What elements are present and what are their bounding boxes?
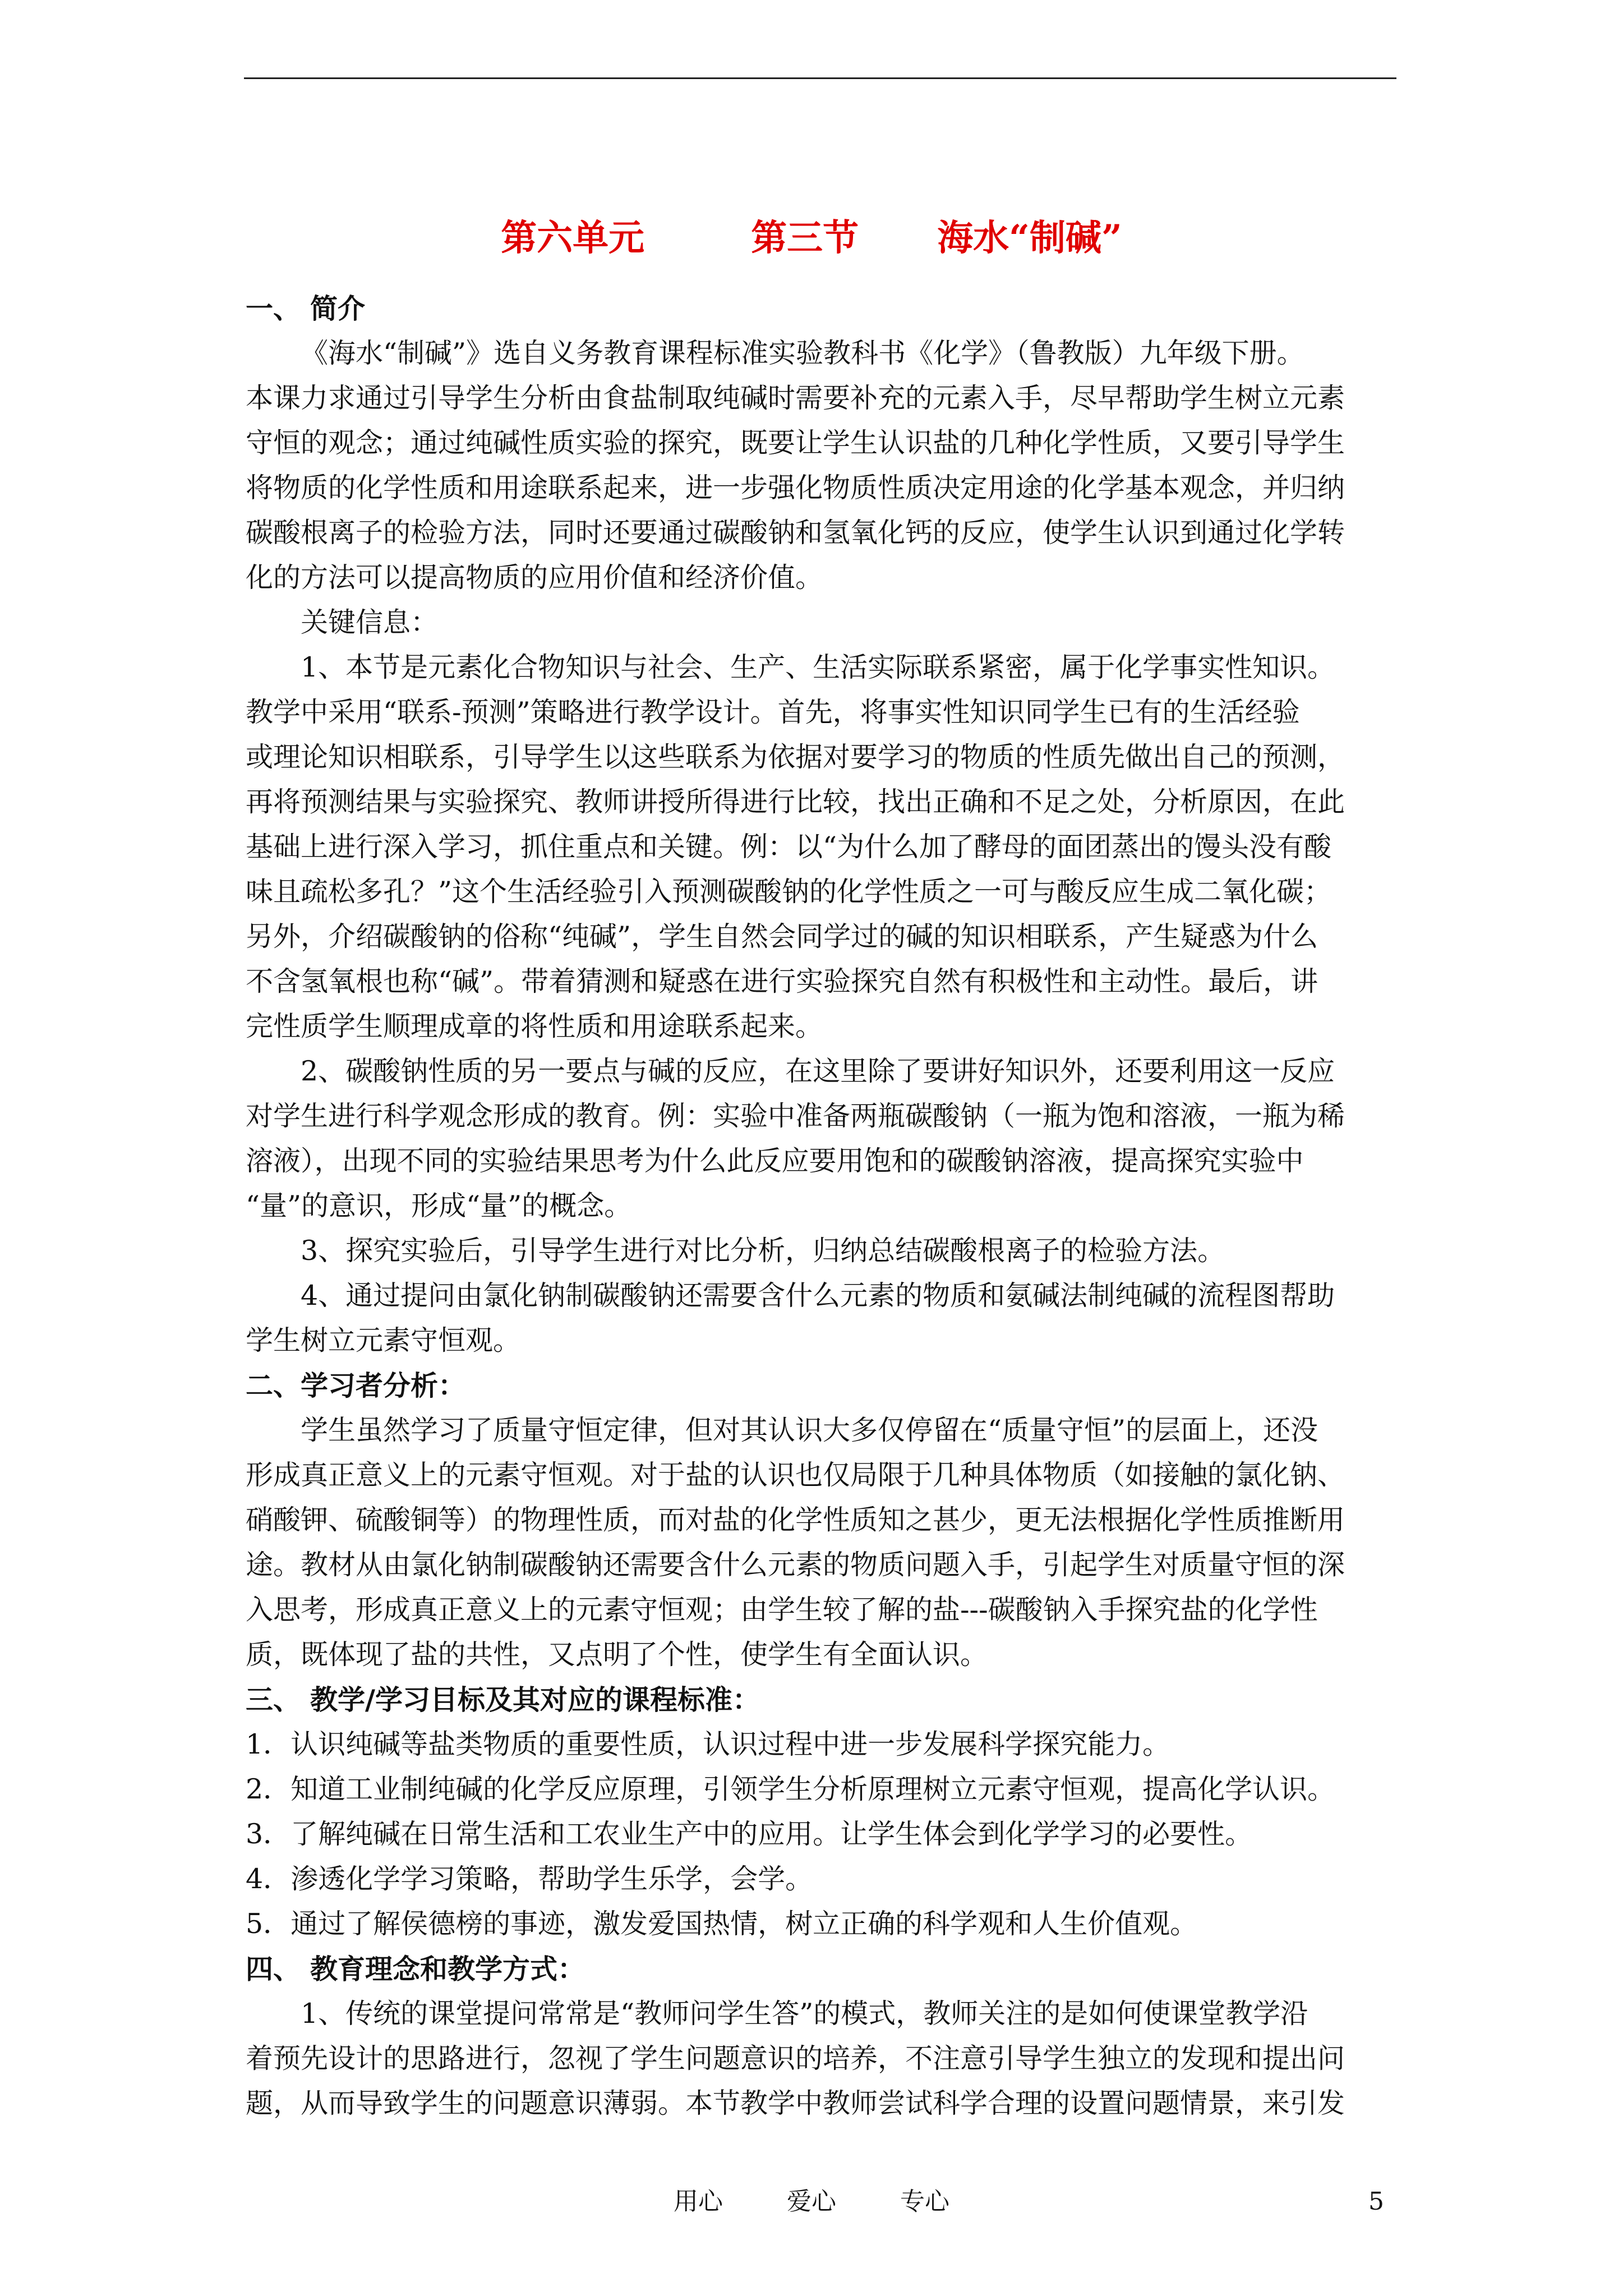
paragraph-line: 将物质的化学性质和用途联系起来，进一步强化物质性质决定用途的化学基本观念，并归纳 — [246, 472, 1345, 504]
paragraph-line: 溶液），出现不同的实验结果思考为什么此反应要用饱和的碳酸钠溶液，提高探究实验中 — [246, 1145, 1304, 1177]
paragraph-line: 另外，介绍碳酸钠的俗称“纯碱”，学生自然会同学过的碱的知识相联系，产生疑惑为什么 — [246, 921, 1318, 953]
paragraph-line: 味且疏松多孔？”这个生活经验引入预测碳酸钠的化学性质之一可与酸反应生成二氧化碳； — [246, 876, 1332, 908]
paragraph-line: 1．认识纯碱等盐类物质的重要性质，认识过程中进一步发展科学探究能力。 — [246, 1728, 1170, 1760]
paragraph-line: 不含氢氧根也称“碱”。带着猜测和疑惑在进行实验探究自然有积极性和主动性。最后，讲 — [246, 965, 1318, 997]
paragraph-line: 学生树立元素守恒观。 — [246, 1324, 521, 1356]
paragraph-line: 再将预测结果与实验探究、教师讲授所得进行比较，找出正确和不足之处，分析原因，在此 — [246, 786, 1345, 818]
paragraph-line: 2．知道工业制纯碱的化学反应原理，引领学生分析原理树立元素守恒观，提高化学认识。 — [246, 1773, 1335, 1805]
paragraph-line: 着预先设计的思路进行，忽视了学生问题意识的培养，不注意引导学生独立的发现和提出问 — [246, 2042, 1345, 2074]
paragraph-line: 碳酸根离子的检验方法，同时还要通过碳酸钠和氢氧化钙的反应，使学生认识到通过化学转 — [246, 517, 1345, 549]
paragraph-line: 4、通过提问由氯化钠制碳酸钠还需要含什么元素的物质和氨碱法制纯碱的流程图帮助 — [301, 1280, 1335, 1312]
paragraph-line: 教学中采用“联系-预测”策略进行教学设计。首先，将事实性知识同学生已有的生活经验 — [246, 696, 1300, 728]
paragraph-line: “量”的意识，形成“量”的概念。 — [246, 1190, 632, 1222]
section-heading: 三、 教学/学习目标及其对应的课程标准： — [246, 1683, 760, 1716]
footer-word: 专心 — [900, 2187, 949, 2216]
page-number: 5 — [1368, 2187, 1384, 2216]
paragraph-line: 入思考，形成真正意义上的元素守恒观；由学生较了解的盐---碳酸钠入手探究盐的化学性 — [246, 1594, 1318, 1626]
paragraph-line: 质，既体现了盐的共性，又点明了个性，使学生有全面认识。 — [246, 1639, 988, 1671]
paragraph-line: 硝酸钾、硫酸铜等）的物理性质，而对盐的化学性质知之甚少，更无法根据化学性质推断用 — [246, 1504, 1345, 1536]
paragraph-line: 1、传统的课堂提问常常是“教师问学生答”的模式，教师关注的是如何使课堂教学沿 — [301, 1998, 1308, 2030]
paragraph-line: 学生虽然学习了质量守恒定律，但对其认识大多仅停留在“质量守恒”的层面上，还没 — [301, 1414, 1318, 1446]
paragraph-line: 5．通过了解侯德榜的事迹，激发爱国热情，树立正确的科学观和人生价值观。 — [246, 1908, 1198, 1940]
section-heading: 二、学习者分析： — [246, 1369, 466, 1402]
paragraph-line: 题，从而导致学生的问题意识薄弱。本节教学中教师尝试科学合理的设置问题情景，来引发 — [246, 2087, 1345, 2119]
paragraph-line: 守恒的观念；通过纯碱性质实验的探究，既要让学生认识盐的几种化学性质，又要引导学生 — [246, 427, 1345, 459]
title-unit: 第六单元 — [501, 217, 645, 259]
page-title — [0, 213, 1623, 264]
paragraph-line: 完性质学生顺理成章的将性质和用途联系起来。 — [246, 1010, 823, 1042]
document-body — [246, 286, 1395, 2126]
header-rule — [244, 77, 1396, 79]
paragraph-line: 3、探究实验后，引导学生进行对比分析，归纳总结碳酸根离子的检验方法。 — [301, 1235, 1225, 1267]
footer-word: 用心 — [674, 2187, 723, 2216]
paragraph-line: 形成真正意义上的元素守恒观。对于盐的认识也仅局限于几种具体物质（如接触的氯化钠、 — [246, 1459, 1345, 1491]
paragraph-line: 或理论知识相联系，引导学生以这些联系为依据对要学习的物质的性质先做出自己的预测， — [246, 741, 1345, 773]
paragraph-line: 对学生进行科学观念形成的教育。例：实验中准备两瓶碳酸钠（一瓶为饱和溶液，一瓶为稀 — [246, 1100, 1345, 1132]
title-section: 第三节 — [751, 217, 859, 259]
paragraph-line: 《海水“制碱”》选自义务教育课程标准实验教科书《化学》（鲁教版）九年级下册。 — [301, 337, 1304, 369]
paragraph-line: 1、本节是元素化合物知识与社会、生产、生活实际联系紧密，属于化学事实性知识。 — [301, 651, 1335, 683]
title-topic: 海水“制碱” — [937, 217, 1122, 259]
paragraph-line: 2、碳酸钠性质的另一要点与碱的反应，在这里除了要讲好知识外，还要利用这一反应 — [301, 1055, 1335, 1087]
paragraph-line: 4．渗透化学学习策略，帮助学生乐学，会学。 — [246, 1863, 813, 1895]
paragraph-line: 化的方法可以提高物质的应用价值和经济价值。 — [246, 562, 823, 593]
paragraph-line: 基础上进行深入学习，抓住重点和关键。例：以“为什么加了酵母的面团蒸出的馒头没有酸 — [246, 831, 1332, 863]
section-heading: 一、 简介 — [246, 292, 366, 325]
paragraph-line: 3．了解纯碱在日常生活和工农业生产中的应用。让学生体会到化学学习的必要性。 — [246, 1818, 1253, 1850]
section-heading: 四、 教育理念和教学方式： — [246, 1953, 585, 1985]
footer-word: 爱心 — [787, 2187, 836, 2216]
paragraph-line: 关键信息： — [301, 606, 439, 638]
paragraph-line: 途。教材从由氯化钠制碳酸钠还需要含什么元素的物质问题入手，引起学生对质量守恒的深 — [246, 1549, 1345, 1581]
paragraph-line: 本课力求通过引导学生分析由食盐制取纯碱时需要补充的元素入手，尽早帮助学生树立元素 — [246, 382, 1345, 414]
